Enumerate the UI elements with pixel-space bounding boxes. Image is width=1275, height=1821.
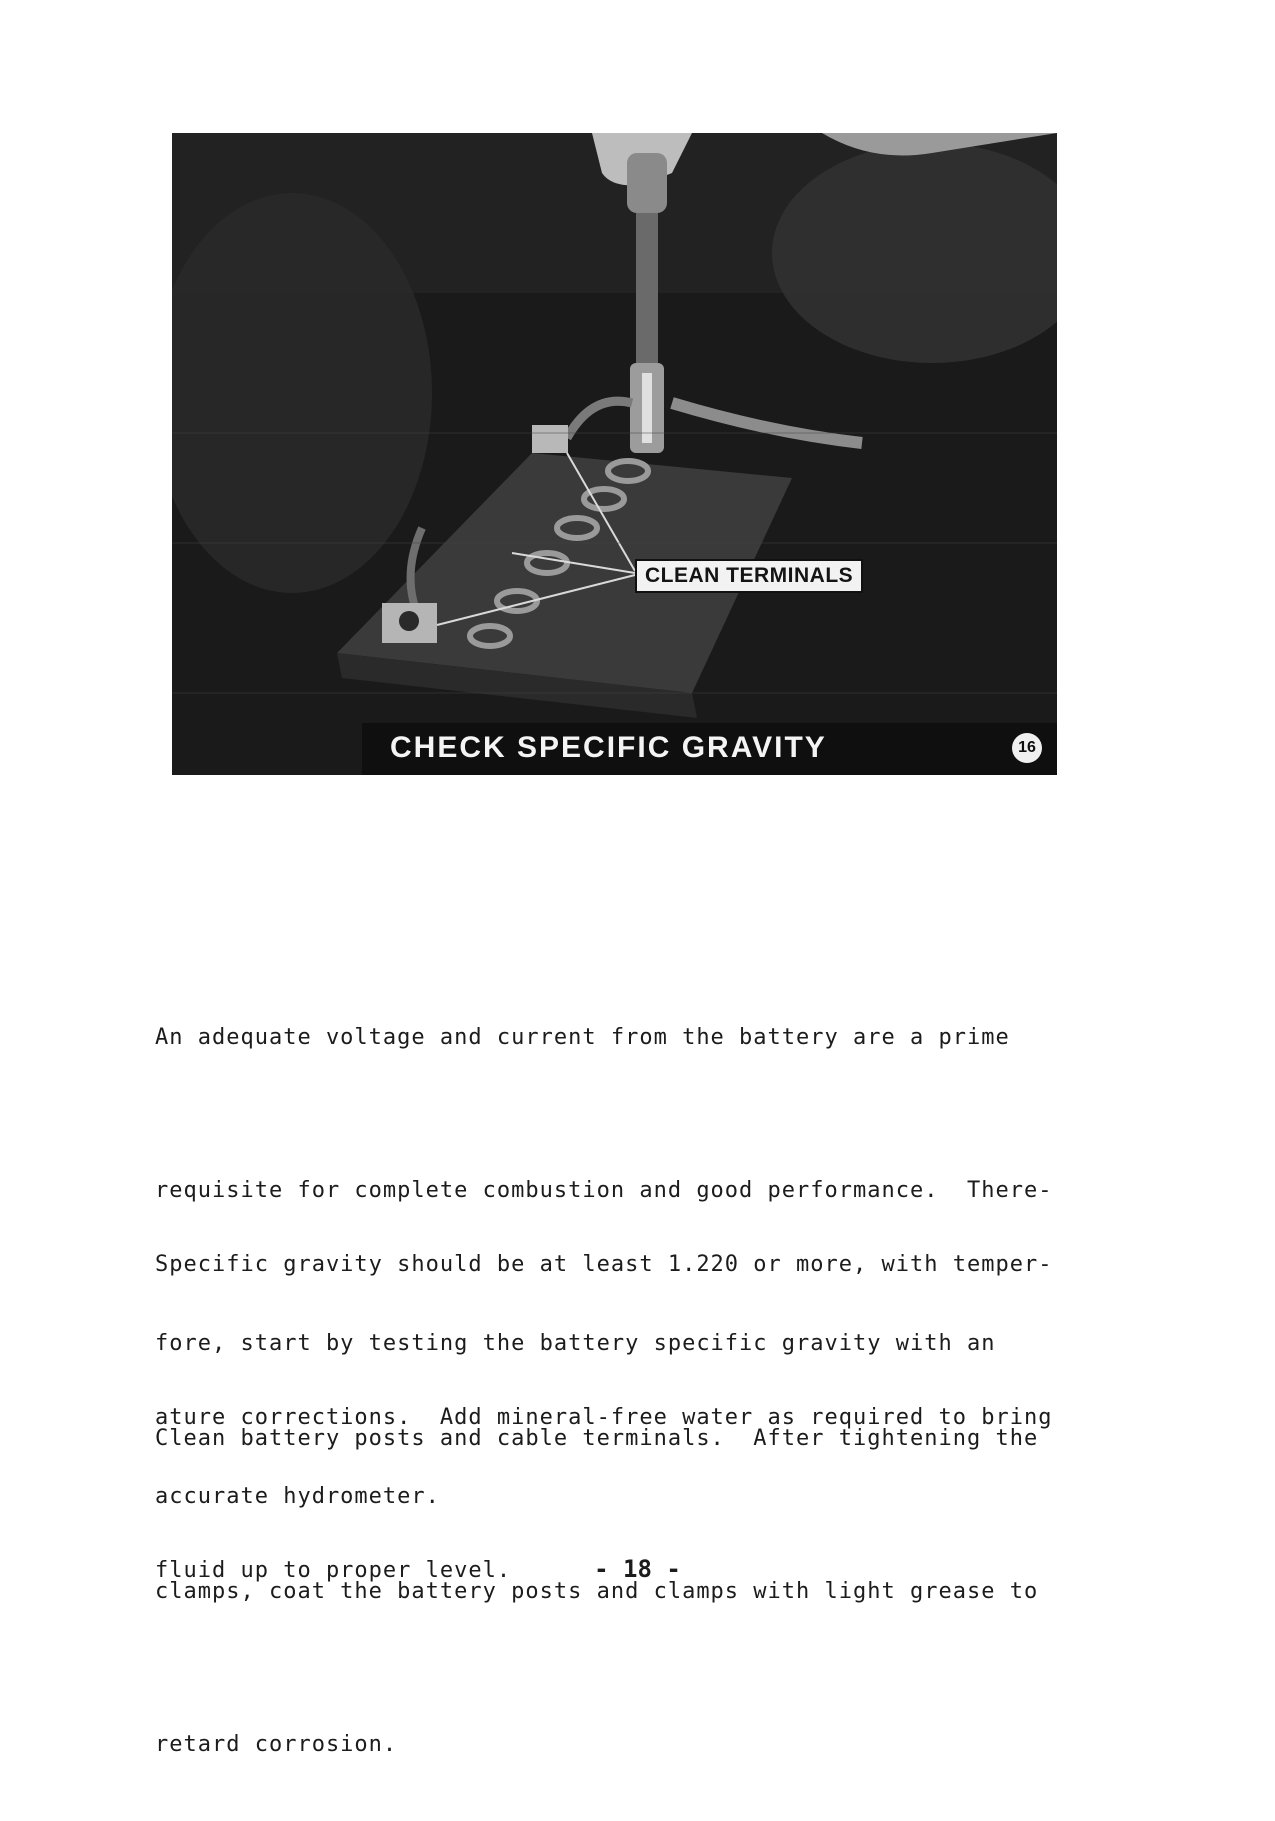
- page-number: - 18 -: [594, 1555, 681, 1583]
- text-line: An adequate voltage and current from the battery are a prime: [155, 1025, 1010, 1050]
- text-line: fore, start by testing the battery specific gravity with an: [155, 1331, 996, 1356]
- text-line: clamps, coat the battery posts and clamps with light grease to: [155, 1579, 1039, 1604]
- text-line: retard corrosion.: [155, 1732, 398, 1757]
- text-line: requisite for complete combustion and good performance. There-: [155, 1178, 1053, 1203]
- text-line: Specific gravity should be at least 1.220 or more, with temper-: [155, 1252, 1053, 1277]
- text-line: accurate hydrometer.: [155, 1484, 440, 1509]
- battery-photo-illustration: [172, 133, 1057, 775]
- text-line: fluid up to proper level.: [155, 1558, 512, 1583]
- battery-photo: [172, 133, 1057, 775]
- figure-number-badge: 16: [1012, 733, 1042, 763]
- text-line: Clean battery posts and cable terminals. After tightening the: [155, 1426, 1039, 1451]
- figure-caption: CHECK SPECIFIC GRAVITY: [390, 731, 827, 764]
- clean-terminals-label: CLEAN TERMINALS: [635, 559, 863, 593]
- text-line: ature corrections. Add mineral-free water as required to bring: [155, 1405, 1053, 1430]
